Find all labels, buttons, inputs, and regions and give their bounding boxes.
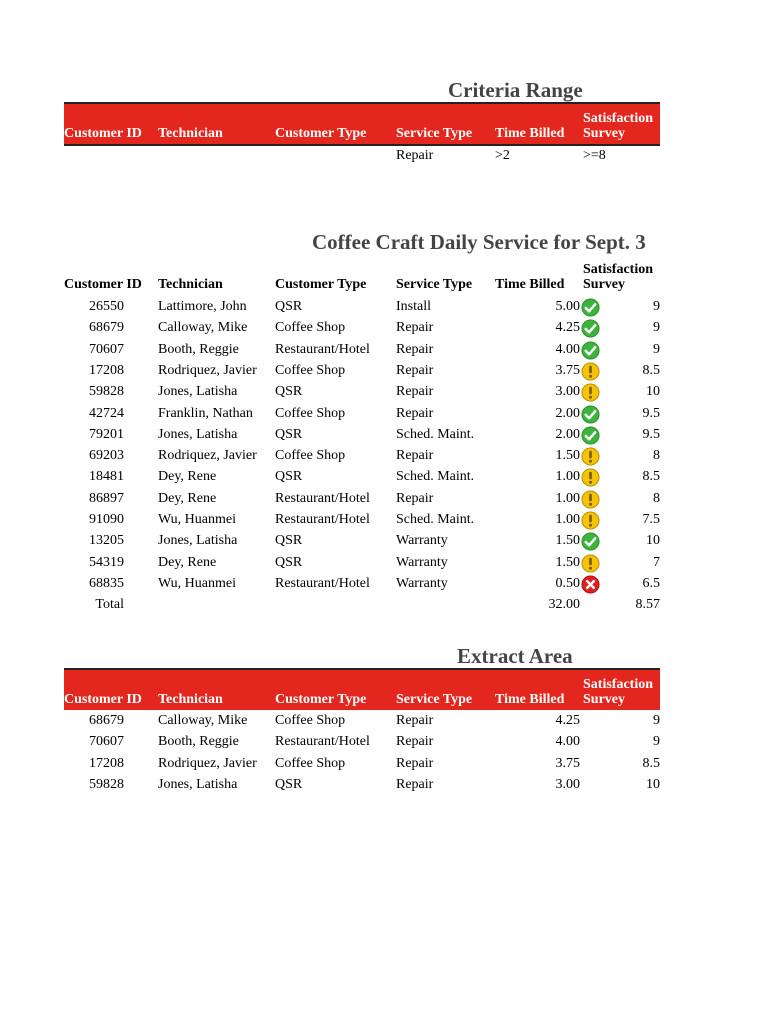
technician-cell[interactable]: Wu, Huanmei <box>158 512 236 527</box>
time-billed-cell[interactable]: 3.75 <box>555 362 580 378</box>
technician-cell[interactable]: Jones, Latisha <box>158 533 238 549</box>
criteria-value-service-type[interactable]: Repair <box>396 148 434 163</box>
table-row <box>64 754 660 775</box>
main-header-technician: Technician <box>158 277 223 292</box>
main-header-survey: Survey <box>583 277 625 292</box>
extract-header-row <box>64 668 660 710</box>
table-row <box>64 404 660 425</box>
check-icon <box>581 426 600 445</box>
customer-id-cell[interactable]: 17208 <box>89 362 124 378</box>
technician-cell[interactable]: Jones, Latisha <box>158 776 238 792</box>
main-table-title: Coffee Craft Daily Service for Sept. 3 <box>312 230 646 254</box>
service-type-cell[interactable]: Repair <box>396 320 434 336</box>
customer-id-cell[interactable]: 54319 <box>89 554 124 570</box>
exclamation-icon <box>581 490 600 509</box>
customer-id-cell[interactable]: 68679 <box>89 713 124 728</box>
service-type-cell[interactable]: Repair <box>396 384 434 400</box>
exclamation-icon <box>581 511 600 530</box>
table-row <box>64 732 660 753</box>
technician-cell[interactable]: Booth, Reggie <box>158 341 239 357</box>
extract-header-customer-id: Customer ID <box>64 692 142 707</box>
customer-type-cell[interactable]: Restaurant/Hotel <box>275 490 370 506</box>
table-row <box>64 775 660 796</box>
exclamation-icon <box>581 383 600 402</box>
satisfaction-cell[interactable]: 9 <box>653 299 660 314</box>
customer-type-cell[interactable]: QSR <box>275 426 303 442</box>
customer-type-cell[interactable]: Coffee Shop <box>275 713 346 728</box>
technician-cell[interactable]: Jones, Latisha <box>158 384 238 400</box>
exclamation-icon <box>581 362 600 381</box>
table-row <box>64 553 660 574</box>
criteria-header-satisfaction: Satisfaction <box>583 111 653 126</box>
time-billed-cell[interactable]: 3.00 <box>555 384 580 400</box>
total-label: Total <box>95 597 124 612</box>
time-billed-cell[interactable]: 4.25 <box>555 320 580 336</box>
check-icon <box>581 319 600 338</box>
main-total-row <box>64 596 660 617</box>
service-type-cell[interactable]: Repair <box>396 405 434 421</box>
main-header-row <box>64 256 660 296</box>
criteria-values-row <box>64 146 660 167</box>
satisfaction-cell[interactable]: 8 <box>653 490 660 506</box>
technician-cell[interactable]: Jones, Latisha <box>158 426 238 442</box>
table-row <box>64 531 660 552</box>
satisfaction-cell[interactable]: 8.5 <box>642 755 660 771</box>
exclamation-icon <box>581 554 600 573</box>
time-billed-cell[interactable]: 4.00 <box>555 734 580 750</box>
service-type-cell[interactable]: Install <box>396 299 431 314</box>
customer-type-cell[interactable]: QSR <box>275 384 303 400</box>
time-billed-cell[interactable]: 1.00 <box>555 490 580 506</box>
table-row <box>64 297 660 318</box>
criteria-header-service-type: Service Type <box>396 126 473 141</box>
satisfaction-cell[interactable]: 9.5 <box>642 405 660 421</box>
table-row <box>64 711 660 732</box>
time-billed-cell[interactable]: 1.50 <box>555 448 580 464</box>
criteria-header-survey: Survey <box>583 126 625 141</box>
customer-id-cell[interactable]: 68679 <box>89 320 124 336</box>
technician-cell[interactable]: Dey, Rene <box>158 469 217 485</box>
check-icon <box>581 532 600 551</box>
customer-type-cell[interactable]: Restaurant/Hotel <box>275 512 370 527</box>
extract-header-technician: Technician <box>158 692 223 707</box>
table-row <box>64 318 660 339</box>
service-type-cell[interactable]: Repair <box>396 448 434 464</box>
time-billed-cell[interactable]: 4.25 <box>555 713 580 728</box>
service-type-cell[interactable]: Repair <box>396 490 434 506</box>
satisfaction-cell[interactable]: 10 <box>646 776 660 792</box>
satisfaction-cell[interactable]: 8 <box>653 448 660 464</box>
technician-cell[interactable]: Rodriquez, Javier <box>158 448 257 464</box>
exclamation-icon <box>581 447 600 466</box>
customer-id-cell[interactable]: 70607 <box>89 734 124 750</box>
x-icon <box>581 575 600 594</box>
customer-type-cell[interactable]: Coffee Shop <box>275 362 346 378</box>
service-type-cell[interactable]: Repair <box>396 341 434 357</box>
main-header-time-billed: Time Billed <box>495 277 565 292</box>
criteria-value-time-billed[interactable]: >2 <box>495 148 510 163</box>
time-billed-cell[interactable]: 1.00 <box>555 469 580 485</box>
satisfaction-cell[interactable]: 8.5 <box>642 469 660 485</box>
customer-type-cell[interactable]: Coffee Shop <box>275 320 346 336</box>
criteria-header-customer-id: Customer ID <box>64 126 142 141</box>
technician-cell[interactable]: Franklin, Nathan <box>158 405 253 421</box>
table-row <box>64 425 660 446</box>
total-time-billed: 32.00 <box>548 597 580 612</box>
extract-header-customer-type: Customer Type <box>275 692 367 707</box>
main-header-customer-type: Customer Type <box>275 277 367 292</box>
main-header-customer-id: Customer ID <box>64 277 142 292</box>
service-type-cell[interactable]: Repair <box>396 362 434 378</box>
time-billed-cell[interactable]: 1.50 <box>555 554 580 570</box>
customer-type-cell[interactable]: QSR <box>275 469 303 485</box>
technician-cell[interactable]: Rodriquez, Javier <box>158 362 257 378</box>
extract-area-title: Extract Area <box>457 644 573 668</box>
satisfaction-cell[interactable]: 7.5 <box>642 512 660 527</box>
table-row <box>64 510 660 531</box>
technician-cell[interactable]: Wu, Huanmei <box>158 575 236 591</box>
service-type-cell[interactable]: Repair <box>396 713 434 728</box>
satisfaction-cell[interactable]: 9.5 <box>642 426 660 442</box>
time-billed-cell[interactable]: 3.00 <box>555 776 580 792</box>
service-type-cell[interactable]: Warranty <box>396 533 448 549</box>
satisfaction-cell[interactable]: 10 <box>646 533 660 549</box>
technician-cell[interactable]: Calloway, Mike <box>158 320 248 336</box>
table-row <box>64 340 660 361</box>
technician-cell[interactable]: Dey, Rene <box>158 554 217 570</box>
satisfaction-cell[interactable]: 7 <box>653 554 660 570</box>
criteria-value-satisfaction[interactable]: >=8 <box>583 148 606 163</box>
customer-id-cell[interactable]: 42724 <box>89 405 124 421</box>
main-header-service-type: Service Type <box>396 277 473 292</box>
satisfaction-cell[interactable]: 9 <box>653 341 660 357</box>
satisfaction-cell[interactable]: 9 <box>653 320 660 336</box>
technician-cell[interactable]: Dey, Rene <box>158 490 217 506</box>
customer-id-cell[interactable]: 17208 <box>89 755 124 771</box>
check-icon <box>581 298 600 317</box>
service-type-cell[interactable]: Sched. Maint. <box>396 469 475 485</box>
service-type-cell[interactable]: Warranty <box>396 554 448 570</box>
table-row <box>64 467 660 488</box>
extract-header-survey: Survey <box>583 692 625 707</box>
customer-id-cell[interactable]: 69203 <box>89 448 124 464</box>
criteria-header-time-billed: Time Billed <box>495 126 565 141</box>
customer-type-cell[interactable]: Coffee Shop <box>275 448 346 464</box>
service-type-cell[interactable]: Repair <box>396 755 434 771</box>
time-billed-cell[interactable]: 0.50 <box>555 575 580 591</box>
table-row <box>64 446 660 467</box>
extract-header-satisfaction: Satisfaction <box>583 677 653 692</box>
time-billed-cell[interactable]: 5.00 <box>555 299 580 314</box>
technician-cell[interactable]: Lattimore, John <box>158 299 247 314</box>
check-icon <box>581 341 600 360</box>
check-icon <box>581 405 600 424</box>
technician-cell[interactable]: Booth, Reggie <box>158 734 239 750</box>
customer-id-cell[interactable]: 68835 <box>89 575 124 591</box>
table-row <box>64 489 660 510</box>
criteria-header-row <box>64 102 660 146</box>
satisfaction-cell[interactable]: 8.5 <box>642 362 660 378</box>
service-type-cell[interactable]: Sched. Maint. <box>396 426 475 442</box>
customer-id-cell[interactable]: 91090 <box>89 512 124 527</box>
satisfaction-cell[interactable]: 10 <box>646 384 660 400</box>
customer-id-cell[interactable]: 59828 <box>89 384 124 400</box>
time-billed-cell[interactable]: 4.00 <box>555 341 580 357</box>
customer-type-cell[interactable]: QSR <box>275 299 303 314</box>
customer-id-cell[interactable]: 86897 <box>89 490 124 506</box>
customer-type-cell[interactable]: QSR <box>275 554 303 570</box>
customer-id-cell[interactable]: 70607 <box>89 341 124 357</box>
table-row <box>64 361 660 382</box>
extract-header-service-type: Service Type <box>396 692 473 707</box>
customer-id-cell[interactable]: 59828 <box>89 776 124 792</box>
service-type-cell[interactable]: Repair <box>396 776 434 792</box>
extract-header-time-billed: Time Billed <box>495 692 565 707</box>
main-header-satisfaction: Satisfaction <box>583 262 653 277</box>
criteria-header-customer-type: Customer Type <box>275 126 367 141</box>
satisfaction-cell[interactable]: 6.5 <box>642 575 660 591</box>
service-type-cell[interactable]: Sched. Maint. <box>396 512 475 527</box>
time-billed-cell[interactable]: 2.00 <box>555 405 580 421</box>
customer-id-cell[interactable]: 13205 <box>89 533 124 549</box>
customer-type-cell[interactable]: QSR <box>275 776 303 792</box>
customer-type-cell[interactable]: Restaurant/Hotel <box>275 341 370 357</box>
technician-cell[interactable]: Calloway, Mike <box>158 713 248 728</box>
technician-cell[interactable]: Rodriquez, Javier <box>158 755 257 771</box>
customer-id-cell[interactable]: 79201 <box>89 426 124 442</box>
table-row <box>64 382 660 403</box>
total-satisfaction: 8.57 <box>635 597 660 612</box>
customer-type-cell[interactable]: Coffee Shop <box>275 405 346 421</box>
satisfaction-cell[interactable]: 9 <box>653 713 660 728</box>
customer-id-cell[interactable]: 26550 <box>89 299 124 314</box>
service-type-cell[interactable]: Repair <box>396 734 434 750</box>
table-row <box>64 574 660 595</box>
customer-type-cell[interactable]: Restaurant/Hotel <box>275 575 370 591</box>
customer-type-cell[interactable]: Restaurant/Hotel <box>275 734 370 750</box>
time-billed-cell[interactable]: 2.00 <box>555 426 580 442</box>
time-billed-cell[interactable]: 3.75 <box>555 755 580 771</box>
customer-id-cell[interactable]: 18481 <box>89 469 124 485</box>
exclamation-icon <box>581 468 600 487</box>
customer-type-cell[interactable]: QSR <box>275 533 303 549</box>
time-billed-cell[interactable]: 1.50 <box>555 533 580 549</box>
time-billed-cell[interactable]: 1.00 <box>555 512 580 527</box>
criteria-range-title: Criteria Range <box>448 78 583 102</box>
criteria-header-technician: Technician <box>158 126 223 141</box>
service-type-cell[interactable]: Warranty <box>396 575 448 591</box>
satisfaction-cell[interactable]: 9 <box>653 734 660 750</box>
customer-type-cell[interactable]: Coffee Shop <box>275 755 346 771</box>
